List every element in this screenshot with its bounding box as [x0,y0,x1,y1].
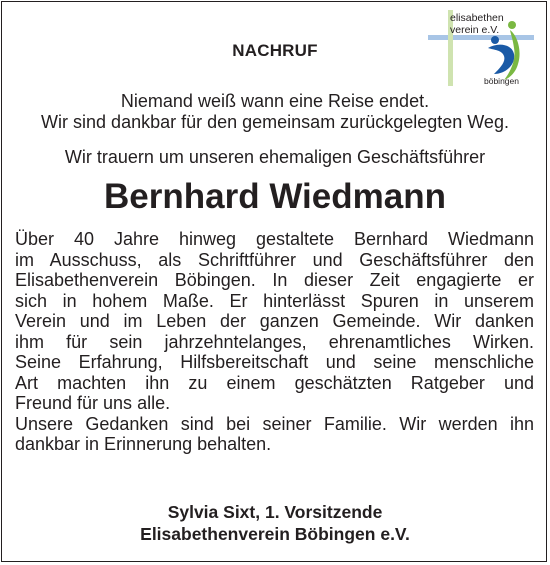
elisabethenverein-logo-icon [426,8,536,88]
logo-text-line1: elisabethen [450,12,504,24]
body-line: ihm für sein jahrzehntelanges, ehrenamtliches Wirken. [15,331,534,352]
body-line: Elisabethenverein Böbingen. In dieser Zeit engagierte er [15,270,534,290]
mourning-line: Wir trauern um unseren ehemaligen Geschäftsführer [64,147,486,167]
logo-text-line2: verein e.V. [450,24,500,36]
body-line: im Ausschuss, als Schriftführer und Geschäftsführer den [15,249,534,270]
body-line: Art machten ihn zu einem geschätzten Ratgeber und [15,372,534,393]
notice-heading: NACHRUF [232,41,318,60]
logo-figure-blue [488,45,514,74]
intro-quote [0,91,550,133]
body-line: Über 40 Jahre hinweg gestaltete Bernhard Wiedmann [15,229,534,249]
signature-line: Elisabethenverein Böbingen e.V. [140,524,410,544]
signature-line: Sylvia Sixt, 1. Vorsitzende [167,502,383,522]
body-line: Unsere Gedanken sind bei seiner Familie. Wir werden ihn [15,413,534,434]
tribute-text [15,229,534,455]
body-line: Verein und im Leben der ganzen Gemeinde. Wir danken [15,311,534,331]
intro-line: Niemand weiß wann eine Reise endet. [120,91,430,111]
body-line: sich in hohem Maße. Er hinterlässt Spuren in unserem [15,290,534,311]
signature-block [0,501,550,545]
logo-head-blue [491,36,499,44]
body-line: Freund für uns alle. [15,393,171,413]
logo-head-green [508,21,516,29]
body-line: Seine Erfahrung, Hilfsbereitschaft und seine menschliche [15,352,534,372]
body-line: dankbar in Erinnerung behalten. [15,434,272,454]
logo-text-line3: böbingen [484,76,519,86]
intro-line: Wir sind dankbar für den gemeinsam zurückgelegten Weg. [41,112,509,132]
deceased-name: Bernhard Wiedmann [104,177,446,216]
